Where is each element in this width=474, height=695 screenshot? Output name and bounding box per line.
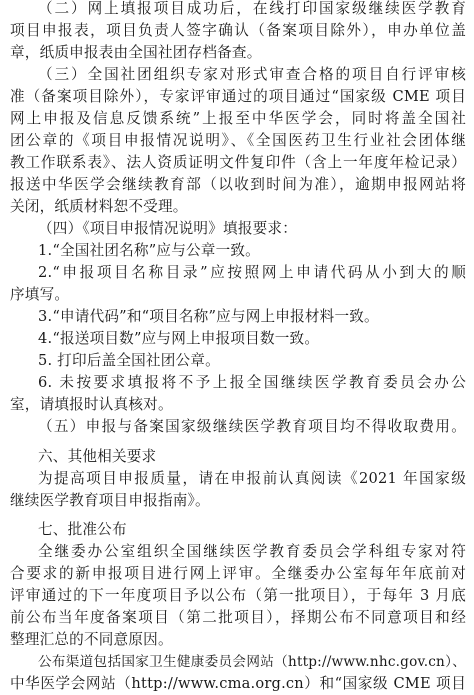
section-heading: 七、批准公布 bbox=[38, 521, 127, 538]
paragraph-line: 报送中华医学会继续教育部（以收到时间为准），逾期申报网站将 bbox=[10, 176, 466, 193]
paragraph-line: 合要求的新申报项目进行网上评审。全继委办公室每年年底前对 bbox=[10, 565, 466, 582]
paragraph-line: 为提高项目申报质量，请在申报前认真阅读《2021 年国家级 bbox=[38, 470, 466, 487]
paragraph-line: 序填写。 bbox=[10, 286, 70, 303]
paragraph-line: 室，请填报时认真核对。 bbox=[10, 396, 173, 413]
paragraph-line: （四）《项目申报情况说明》填报要求： bbox=[38, 220, 297, 237]
paragraph-line: 项目申报表，项目负责人签字确认（备案项目除外），申办单位盖 bbox=[10, 22, 466, 39]
paragraph-line: 前公布当年度备案项目（第二批项目），择期公布不同意项目和经 bbox=[10, 609, 466, 626]
paragraph-line: 团公章的《项目申报情况说明》、《全国医药卫生行业社会团体继 bbox=[10, 132, 466, 149]
paragraph-line: 4.“报送项目数”应与网上申报项目数一致。 bbox=[38, 330, 320, 347]
paragraph-line: （二）网上填报项目成功后，在线打印国家级继续医学教育 bbox=[38, 0, 466, 17]
paragraph-line: 教工作联系表》、法人资质证明文件复印件（含上一年度年检记录） bbox=[10, 154, 466, 171]
paragraph-line: 1.“全国社团名称”应与公章一致。 bbox=[38, 242, 260, 259]
paragraph-line: （五）申报与备案国家级继续医学教育项目均不得收取费用。 bbox=[38, 418, 466, 435]
paragraph-line: 5. 打印后盖全国社团公章。 bbox=[38, 352, 220, 369]
paragraph-line: 网上申报及信息反馈系统”上报至中华医学会，同时将盖全国社 bbox=[10, 110, 466, 127]
paragraph-line: 6. 未按要求填报将不予上报全国继续医学教育委员会办公 bbox=[38, 374, 466, 391]
paragraph-line: 继续医学教育项目申报指南》。 bbox=[10, 492, 210, 509]
paragraph-line: 全继委办公室组织全国继续医学教育委员会学科组专家对符 bbox=[38, 543, 466, 560]
paragraph-line: 章，纸质申报表由全国社团存档备查。 bbox=[10, 44, 262, 61]
paragraph-line: 评审通过的下一年度项目予以公布（第一批项目），于每年 3 月底 bbox=[10, 587, 466, 604]
paragraph-line: （三）全国社团组织专家对形式审查合格的项目自行评审核 bbox=[38, 66, 466, 83]
paragraph-line: 准（备案项目除外），专家评审通过的项目通过“国家级 CME 项目 bbox=[10, 88, 466, 105]
paragraph-line: 2.“申报项目名称目录”应按照网上申请代码从小到大的顺 bbox=[38, 264, 466, 281]
paragraph-line: 3.“申请代码”和“项目名称”应与网上申报材料一致。 bbox=[38, 308, 379, 325]
paragraph-line: 关闭，纸质材料恕不受理。 bbox=[10, 198, 188, 215]
paragraph-line: 整理汇总的不同意原因。 bbox=[10, 631, 173, 648]
paragraph-line: 中华医学会网站（http://www.cma.org.cn）和“国家级 CME 项目 bbox=[10, 675, 466, 692]
section-heading: 六、其他相关要求 bbox=[38, 448, 157, 465]
paragraph-line: 公布渠道包括国家卫生健康委员会网站（http://www.nhc.gov.cn）、 bbox=[38, 654, 466, 670]
